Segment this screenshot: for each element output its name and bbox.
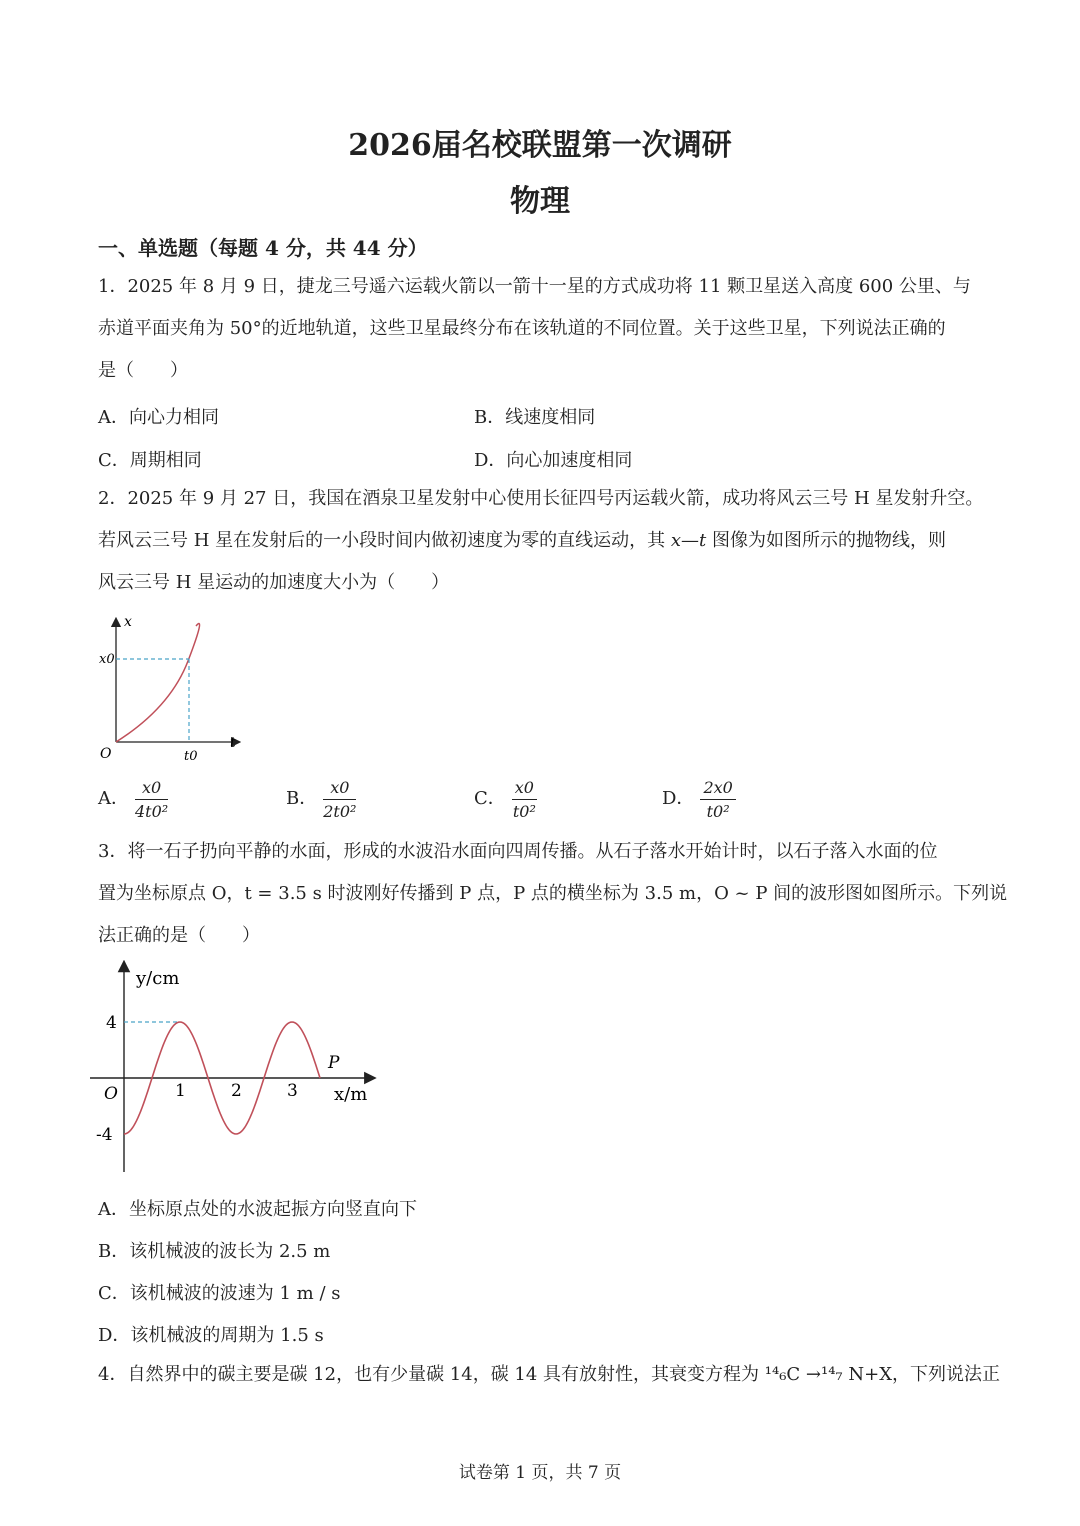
t0-label: t0	[184, 749, 198, 764]
q1-line1: 1．2025 年 8 月 9 日，捷龙三号遥六运载火箭以一箭十一星的方式成功将 11 颗卫星送入高度 600 公里、与	[98, 276, 971, 297]
point-p-label: P	[328, 1053, 340, 1073]
q3-option-d[interactable]: D．该机械波的周期为 1.5 s	[98, 1325, 324, 1346]
q1-line2: 赤道平面夹角为 50°的近地轨道，这些卫星最终分布在该轨道的不同位置。关于这些卫星，下列说法正确的	[98, 318, 946, 339]
x-tick-label: 1	[175, 1081, 186, 1101]
q1-option-c[interactable]: C．周期相同	[98, 450, 202, 471]
x-axis-label: t	[230, 735, 236, 751]
q3-line1: 3．将一石子扔向平静的水面，形成的水波沿水面向四周传播。从石子落水开始计时，以石子落入水面的位	[98, 841, 938, 862]
y-tick-label: -4	[96, 1125, 113, 1145]
wave-origin-label: O	[104, 1084, 118, 1104]
xt-graph	[96, 612, 256, 768]
page-footer: 试卷第 1 页，共 7 页	[458, 1463, 622, 1483]
y-axis-label: x	[124, 614, 132, 630]
q3-option-a[interactable]: A．坐标原点处的水波起振方向竖直向下	[98, 1199, 417, 1220]
q4-line1: 4．自然界中的碳主要是碳 12，也有少量碳 14，碳 14 具有放射性，其衰变方程为 ¹⁴₆C →¹⁴₇ N+X，下列说法正	[98, 1364, 1001, 1385]
exam-title: 2026届名校联盟第一次调研	[348, 128, 732, 163]
y-tick-label: 4	[106, 1013, 117, 1033]
q2-option-a[interactable]: A． $\frac{x0}{\text{4t0²}}$	[98, 778, 169, 821]
q1-option-b[interactable]: B．线速度相同	[474, 407, 596, 428]
q1-option-a[interactable]: A．向心力相同	[98, 407, 219, 428]
q2-line2: 若风云三号 H 星在发射后的一小段时间内做初速度为零的直线运动，其 x—t 图像为如图所示的抛物线，则	[98, 530, 946, 551]
q2-option-d[interactable]: D． $\frac{2x0}{\text{t0²}}$	[662, 778, 736, 821]
wave-x-axis-label: x/m	[334, 1084, 368, 1105]
parabola-curve	[116, 624, 200, 742]
q1-line3: 是（ ）	[98, 360, 188, 381]
q1-option-d[interactable]: D．向心加速度相同	[474, 450, 633, 471]
q3-option-c[interactable]: C．该机械波的波速为 1 m / s	[98, 1283, 341, 1304]
wave-chart	[90, 960, 400, 1180]
x-tick-label: 2	[231, 1081, 242, 1101]
q3-line3: 法正确的是（ ）	[98, 925, 260, 946]
origin-label: O	[100, 746, 112, 762]
q2-line1: 2．2025 年 9 月 27 日，我国在酒泉卫星发射中心使用长征四号丙运载火箭，成功将风云三号 H 星发射升空。	[98, 488, 984, 509]
subject-title: 物理	[510, 184, 570, 219]
q2-option-c[interactable]: C． $\frac{x0}{\text{t0²}}$	[474, 778, 536, 821]
x0-label: x0	[99, 652, 115, 667]
wave-y-axis-label: y/cm	[136, 968, 180, 989]
q2-option-b[interactable]: B． $\frac{x0}{\text{2t0²}}$	[286, 778, 357, 821]
section-heading: 一、单选题（每题 4 分，共 44 分）	[98, 236, 428, 260]
q2-line3: 风云三号 H 星运动的加速度大小为（ ）	[98, 572, 450, 593]
q3-option-b[interactable]: B．该机械波的波长为 2.5 m	[98, 1241, 331, 1262]
x-tick-label: 3	[287, 1081, 298, 1101]
q3-line2: 置为坐标原点 O，t = 3.5 s 时波刚好传播到 P 点，P 点的横坐标为 3.5 m，O ~ P 间的波形图如图所示。下列说	[98, 883, 1008, 904]
